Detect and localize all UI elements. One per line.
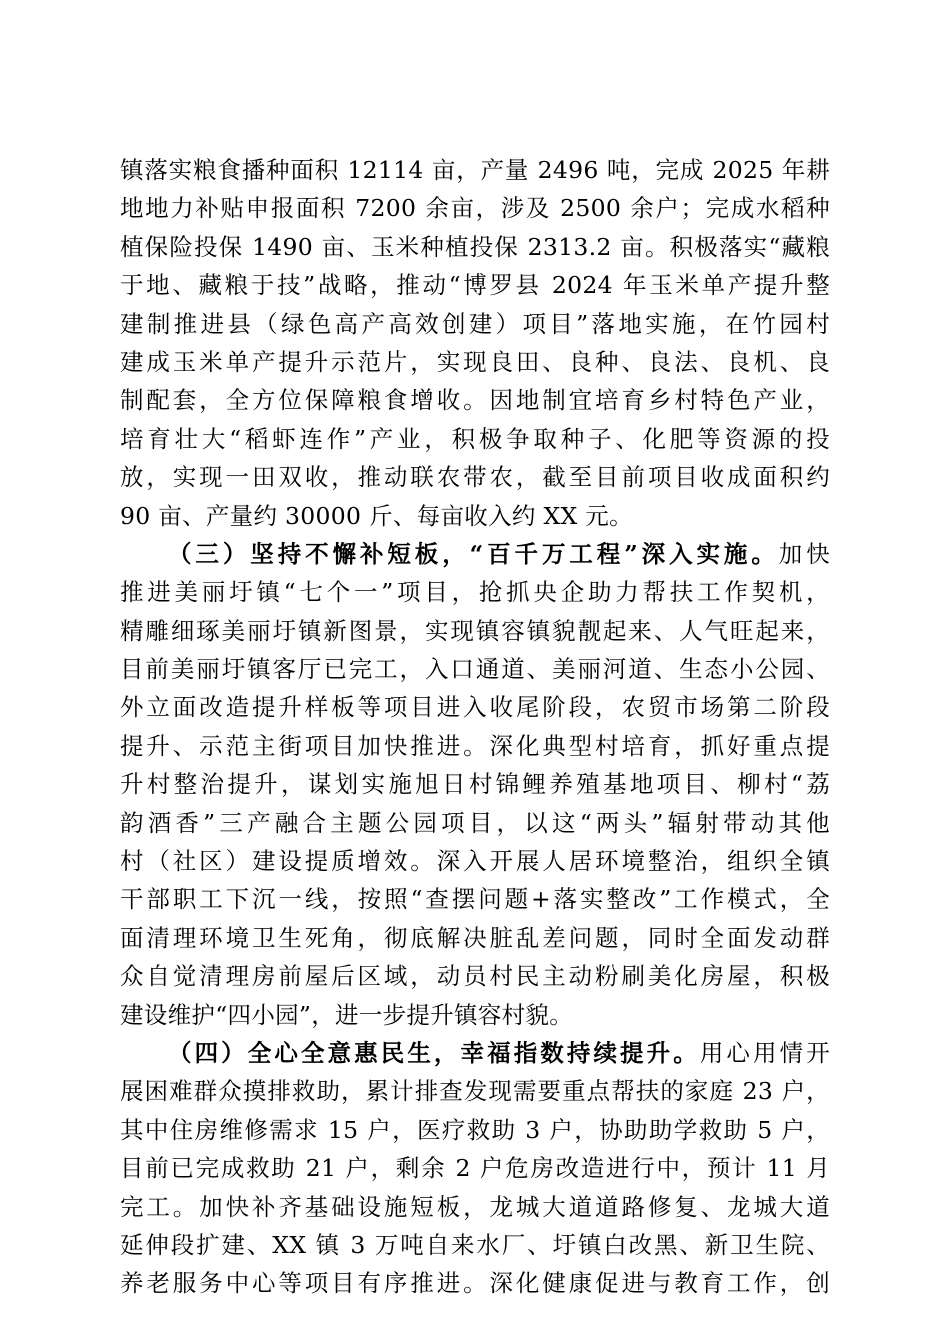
text-line: 制配套，全方位保障粮食增收。因地制宜培育乡村特色产业， [120,386,830,415]
text-line: 地地力补贴申报面积 7200 余亩，涉及 2500 余户；完成水稻种 [120,194,830,223]
text-line: 于地、藏粮于技”战略，推动“博罗县 2024 年玉米单产提升整 [120,271,830,300]
section-heading: （三）坚持不懈补短板，“百千万工程”深入实施。 [168,539,779,568]
text-line: 展困难群众摸排救助，累计排查发现需要重点帮扶的家庭 23 户， [120,1077,830,1106]
text-line: 建成玉米单产提升示范片，实现良田、良种、良法、良机、良 [120,347,830,376]
text-line: 韵酒香”三产融合主题公园项目，以这“两头”辐射带动其他 [120,808,830,837]
text-line: 放，实现一田双收，推动联农带农，截至目前项目收成面积约 [120,463,830,492]
text-line [120,535,830,573]
text-line: 建制推进县（绿色高产高效创建）项目”落地实施，在竹园村 [120,309,830,338]
text-line: 延伸段扩建、XX 镇 3 万吨自来水厂、圩镇白改黑、新卫生院、 [120,1230,830,1259]
text-line [120,1034,830,1072]
text-line: 目前已完成救助 21 户，剩余 2 户危房改造进行中，预计 11 月 [120,1154,830,1183]
text-line: 推进美丽圩镇“七个一”项目，抢抓央企助力帮扶工作契机， [120,578,830,607]
heading-continuation: 加快 [778,539,830,568]
text-line: 提升、示范主街项目加快推进。深化典型村培育，抓好重点提 [120,731,830,760]
paragraph-section-three [120,535,830,1034]
text-line: 村（社区）建设提质增效。深入开展人居环境整治，组织全镇 [120,847,830,876]
text-line: 干部职工下沉一线，按照“查摆问题+落实整改”工作模式，全 [120,885,830,914]
text-line: 外立面改造提升样板等项目进入收尾阶段，农贸市场第二阶段 [120,693,830,722]
text-line: 精雕细琢美丽圩镇新图景，实现镇容镇貌靓起来、人气旺起来， [120,616,830,645]
text-line: 养老服务中心等项目有序推进。深化健康促进与教育工作，创 [120,1269,830,1298]
text-line: 90 亩、产量约 30000 斤、每亩收入约 XX 元。 [120,501,633,530]
text-line: 镇落实粮食播种面积 12114 亩，产量 2496 吨，完成 2025 年耕 [120,156,830,184]
heading-continuation: 用心用情开 [699,1038,831,1067]
text-line: 培育壮大“稻虾连作”产业，积极争取种子、化肥等资源的投 [120,424,830,453]
text-line: 众自觉清理房前屋后区域，动员村民主动粉刷美化房屋，积极 [120,962,830,991]
text-line: 植保险投保 1490 亩、玉米种植投保 2313.2 亩。积极落实“藏粮 [120,232,830,261]
text-line: 其中住房维修需求 15 户，医疗救助 3 户，协助助学救助 5 户， [120,1115,830,1144]
text-line: 目前美丽圩镇客厅已完工，入口通道、美丽河道、生态小公园、 [120,655,830,684]
text-line: 升村整治提升，谋划实施旭日村锦鲤养殖基地项目、柳村“荔 [120,770,830,799]
document-body [120,151,830,1303]
section-heading: （四）全心全意惠民生，幸福指数持续提升。 [168,1038,700,1067]
paragraph-section-four [120,1034,830,1303]
text-line: 建设维护“四小园”，进一步提升镇容村貌。 [120,1000,574,1029]
paragraph-grain-production [120,151,830,535]
text-line: 面清理环境卫生死角，彻底解决脏乱差问题，同时全面发动群 [120,923,830,952]
text-line: 完工。加快补齐基础设施短板，龙城大道道路修复、龙城大道 [120,1192,830,1221]
